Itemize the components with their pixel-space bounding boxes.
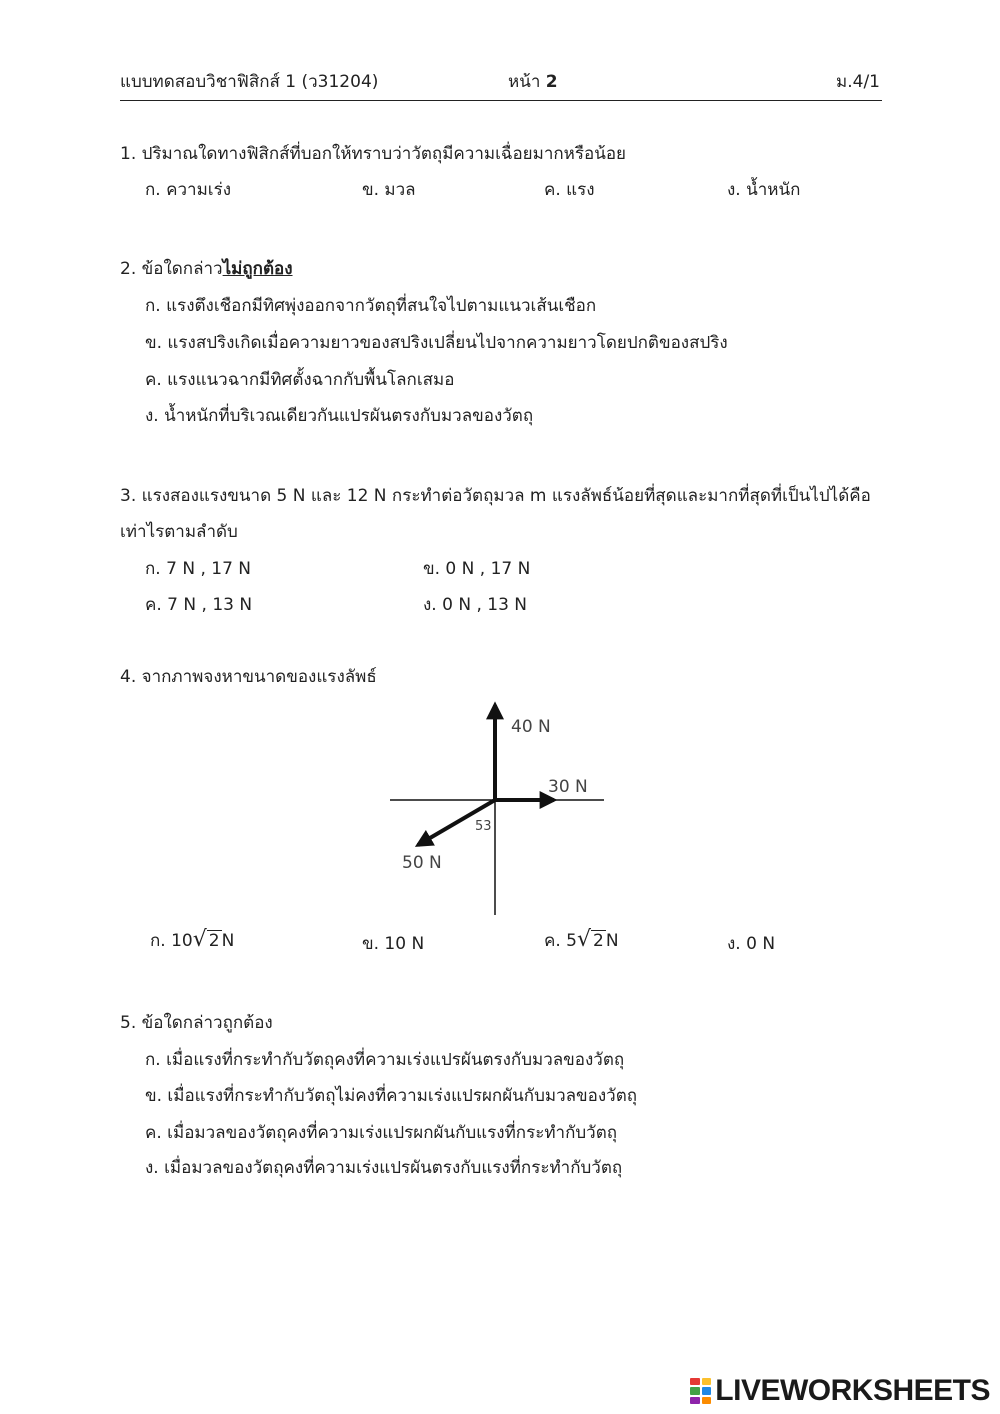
- question-3-choice-c[interactable]: ค. 7 N , 13 N: [145, 595, 253, 615]
- question-4-choice-b-prefix: ข. 10: [362, 934, 407, 954]
- logo-square: [690, 1378, 700, 1385]
- sqrt-sign: √: [577, 927, 592, 952]
- question-4-choice-b-unit: N: [411, 934, 425, 954]
- logo-square: [702, 1397, 712, 1404]
- question-3-choice-a[interactable]: ก. 7 N , 17 N: [145, 559, 252, 579]
- question-4-choice-d[interactable]: [727, 934, 775, 954]
- header-page-number: 2: [545, 72, 558, 92]
- question-4-choice-a[interactable]: [150, 927, 235, 960]
- question-2-choice-d[interactable]: ง. น้ำหนักที่บริเวณเดียวกันแปรผันตรงกับมวลของวัตถุ: [145, 406, 534, 426]
- logo-square: [702, 1378, 712, 1385]
- logo-square: [690, 1397, 700, 1404]
- logo-square: [702, 1387, 712, 1394]
- question-4-choice-b[interactable]: [362, 934, 424, 954]
- question-3-text-line2: เท่าไรตามลำดับ: [120, 522, 238, 542]
- question-4-choice-d-unit: N: [762, 934, 776, 954]
- question-1-choice-b[interactable]: ข. มวล: [362, 180, 416, 200]
- liveworksheets-logo[interactable]: [690, 1374, 990, 1408]
- question-4-choice-c-unit: N: [605, 931, 619, 951]
- question-4-choice-c-prefix: ค. 5: [544, 931, 577, 951]
- header-page-label: หน้า: [508, 72, 541, 92]
- angle-label: 53: [475, 819, 492, 834]
- logo-square: [690, 1387, 700, 1394]
- force-up-label: 40 N: [511, 717, 551, 737]
- question-5-text: 5. ข้อใดกล่าวถูกต้อง: [120, 1013, 273, 1033]
- question-5-choice-d[interactable]: ง. เมื่อมวลของวัตถุคงที่ความเร่งแปรผันตรงกับแรงที่กระทำกับวัตถุ: [145, 1158, 623, 1178]
- question-4-choice-a-radicand: 2: [208, 931, 220, 951]
- question-2-choice-b[interactable]: ข. แรงสปริงเกิดเมื่อความยาวของสปริงเปลี่ยนไปจากความยาวโดยปกติของสปริง: [145, 333, 728, 353]
- question-4-text: 4. จากภาพจงหาขนาดของแรงลัพธ์: [120, 667, 377, 687]
- header-class: ม.4/1: [836, 72, 880, 92]
- sqrt-sign: √: [192, 927, 207, 952]
- question-1-text: 1. ปริมาณใดทางฟิสิกส์ที่บอกให้ทราบว่าวัตถุมีความเฉื่อยมากหรือน้อย: [120, 144, 627, 164]
- question-5-choice-b[interactable]: ข. เมื่อแรงที่กระทำกับวัตถุไม่คงที่ความเร่งแปรผกผันกับมวลของวัตถุ: [145, 1086, 638, 1106]
- question-1-choice-a[interactable]: ก. ความเร่ง: [145, 180, 232, 200]
- question-5-choice-c[interactable]: ค. เมื่อมวลของวัตถุคงที่ความเร่งแปรผกผันกับแรงที่กระทำกับวัตถุ: [145, 1123, 618, 1143]
- question-2-choice-c[interactable]: ค. แรงแนวฉากมีทิศตั้งฉากกับพื้นโลกเสมอ: [145, 370, 455, 390]
- question-3-choice-d[interactable]: ง. 0 N , 13 N: [423, 595, 528, 615]
- question-4-choice-d-prefix: ง. 0: [727, 934, 757, 954]
- question-1-choice-d[interactable]: ง. น้ำหนัก: [727, 180, 801, 200]
- liveworksheets-logo-text: LIVEWORKSHEETS: [715, 1374, 990, 1407]
- header-title: แบบทดสอบวิชาฟิสิกส์ 1 (ว31204): [120, 72, 379, 92]
- question-4-choice-a-unit: N: [221, 931, 235, 951]
- question-2-text-prefix: 2. ข้อใดกล่าว: [120, 259, 223, 279]
- header-page: [508, 68, 558, 95]
- question-1-choice-c[interactable]: ค. แรง: [544, 180, 595, 200]
- question-3-text-line1: 3. แรงสองแรงขนาด 5 N และ 12 N กระทำต่อวัตถุมวล m แรงลัพธ์น้อยที่สุดและมากที่สุดที่เป็นไปได้คือ: [120, 486, 871, 506]
- question-2-text: [120, 259, 293, 279]
- question-2-text-emphasis: ไม่ถูกต้อง: [222, 259, 293, 279]
- header-divider: [120, 100, 882, 101]
- question-4-choice-c[interactable]: [544, 927, 619, 960]
- force-diagonal-label: 50 N: [402, 853, 442, 873]
- force-right-label: 30 N: [548, 777, 588, 797]
- force-vector-diagram: [380, 695, 620, 925]
- question-4-choice-c-radicand: 2: [593, 931, 604, 951]
- liveworksheets-logo-icon: [690, 1378, 711, 1404]
- question-3-choice-b[interactable]: ข. 0 N , 17 N: [423, 559, 531, 579]
- question-2-choice-a[interactable]: ก. แรงตึงเชือกมีทิศพุ่งออกจากวัตถุที่สนใจไปตามแนวเส้นเชือก: [145, 296, 597, 316]
- question-5-choice-a[interactable]: ก. เมื่อแรงที่กระทำกับวัตถุคงที่ความเร่งแปรผันตรงกับมวลของวัตถุ: [145, 1050, 625, 1070]
- question-4-choice-a-prefix: ก. 10: [150, 931, 193, 951]
